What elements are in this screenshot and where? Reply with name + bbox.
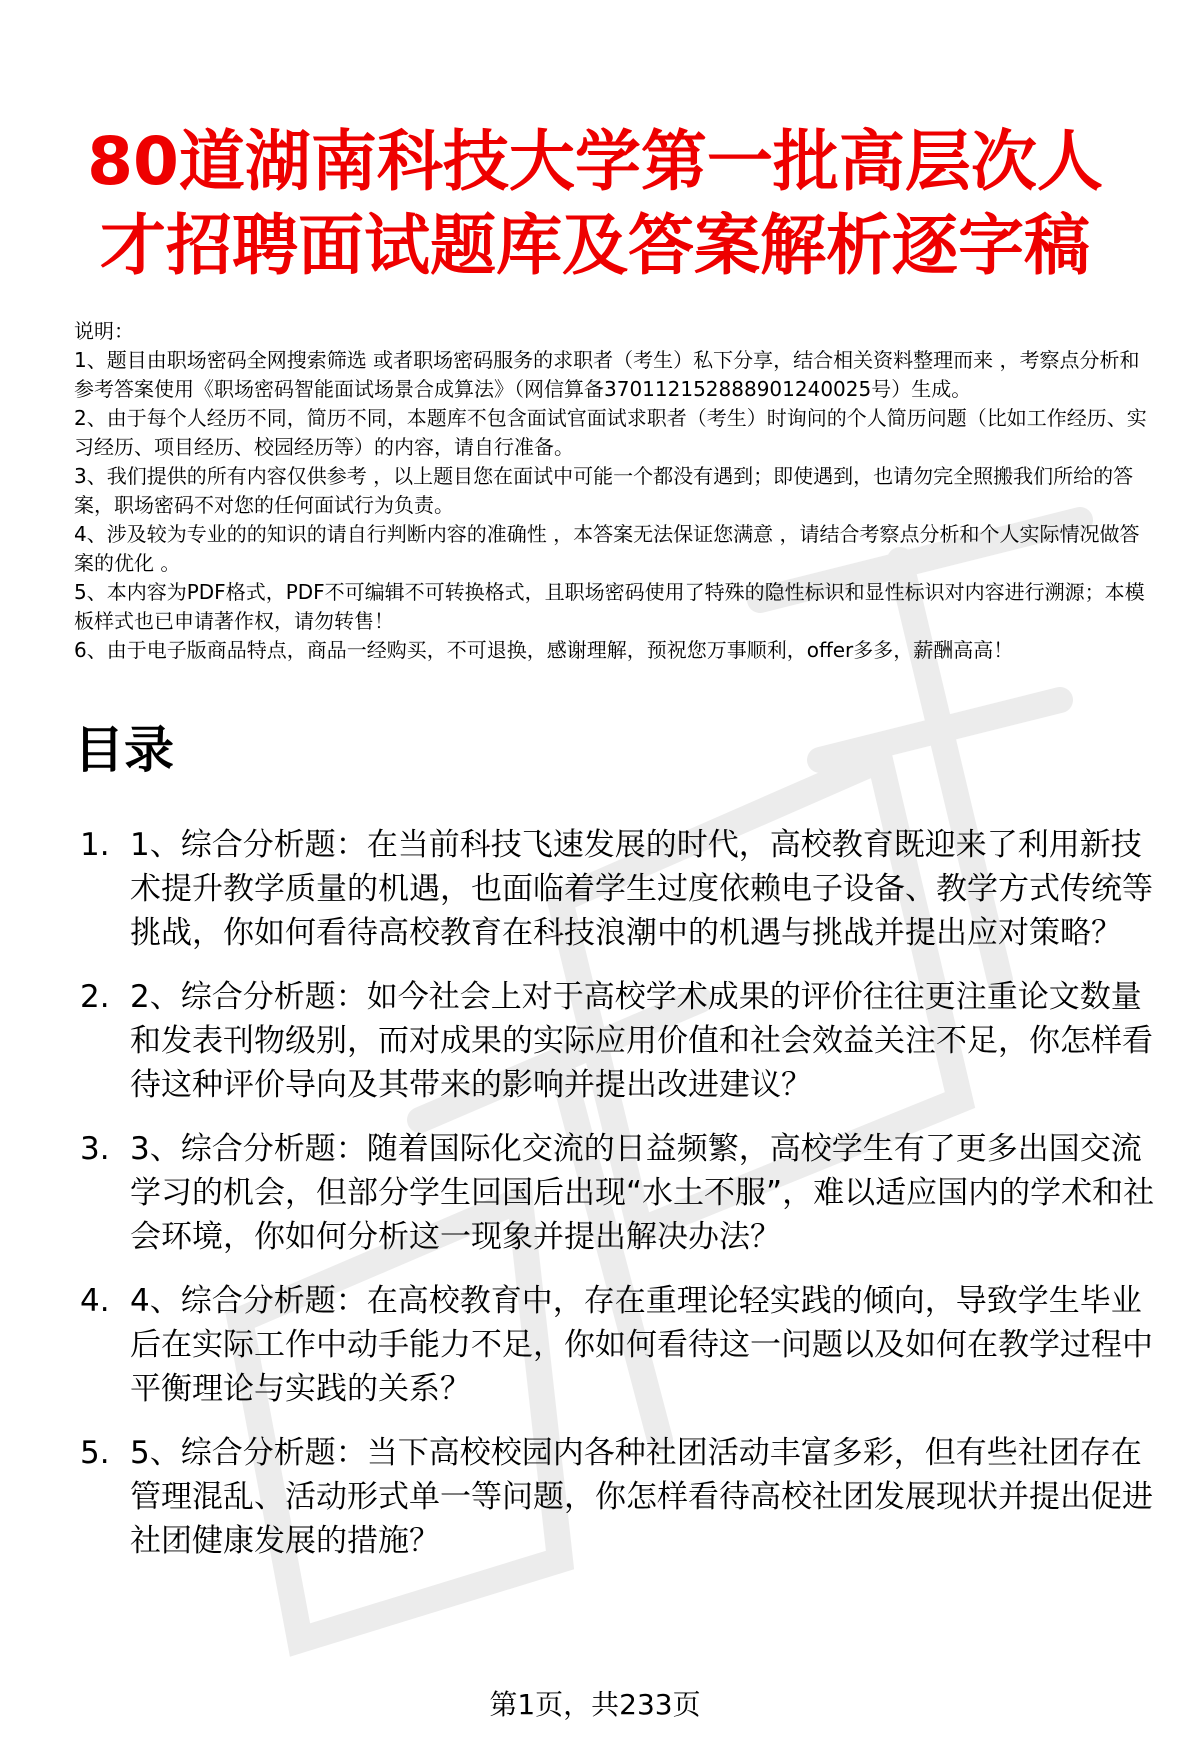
toc-item[interactable] (80, 823, 1170, 955)
toc-item[interactable] (80, 1279, 1170, 1411)
note-item: 3、我们提供的所有内容仅供参考 ，以上题目您在面试中可能一个都没有遇到；即使遇到，也请勿完全照搬我们所给的答案，职场密码不对您的任何面试行为负责。 (74, 464, 1134, 517)
toc-item-text: 2、综合分析题：如今社会上对于高校学术成果的评价往往更注重论文数量和发表刊物级别，而对成果的实际应用价值和社会效益关注不足，你怎样看待这种评价导向及其带来的影响并提出改进建议？ (130, 979, 1153, 1103)
toc-item-text: 3、综合分析题：随着国际化交流的日益频繁，高校学生有了更多出国交流学习的机会，但部分学生回国后出现“水土不服”，难以适应国内的学术和社会环境，你如何分析这一现象并提出解决办法？ (130, 1131, 1155, 1255)
notes-heading: 说明： (74, 319, 134, 343)
toc-item-number: 1. (80, 827, 110, 863)
toc-item-text: 4、综合分析题：在高校教育中，存在重理论轻实践的倾向，导致学生毕业后在实际工作中动手能力不足，你如何看待这一问题以及如何在教学过程中平衡理论与实践的关系？ (130, 1283, 1153, 1407)
note-item: 5、本内容为PDF格式，PDF不可编辑不可转换格式，且职场密码使用了特殊的隐性标识和显性标识对内容进行溯源；本模板样式也已申请著作权，请勿转售！ (74, 580, 1145, 633)
toc-item-text: 5、综合分析题：当下高校校园内各种社团活动丰富多彩，但有些社团存在管理混乱、活动形式单一等问题，你怎样看待高校社团发展现状并提出促进社团健康发展的措施？ (130, 1435, 1153, 1559)
toc-item-number: 4. (80, 1283, 110, 1319)
note-item: 4、涉及较为专业的的知识的请自行判断内容的准确性 ，本答案无法保证您满意 ，请结合考察点分析和个人实际情况做答案的优化 。 (74, 522, 1140, 575)
toc-item-number: 2. (80, 979, 110, 1015)
toc-item-number: 5. (80, 1435, 110, 1471)
toc-heading: 目录 (74, 721, 174, 779)
note-item: 1、题目由职场密码全网搜索筛选 或者职场密码服务的求职者（考生）私下分享，结合相关资料整理而来 ，考察点分析和参考答案使用《职场密码智能面试场景合成算法》（网信算备370112152888901240025号）生成。 (74, 348, 1140, 401)
toc-list (80, 823, 1170, 1583)
toc-item[interactable] (80, 1431, 1170, 1563)
note-item: 2、由于每个人经历不同，简历不同，本题库不包含面试官面试求职者（考生）时询问的个人简历问题（比如工作经历、实习经历、项目经历、校园经历等）的内容，请自行准备。 (74, 406, 1147, 459)
page-number-footer: 第1页，共233页 (489, 1688, 701, 1721)
toc-item-text: 1、综合分析题：在当前科技飞速发展的时代，高校教育既迎来了利用新技术提升教学质量的机遇，也面临着学生过度依赖电子设备、教学方式传统等挑战，你如何看待高校教育在科技浪潮中的机遇与挑战并提出应对策略？ (130, 827, 1153, 951)
note-item: 6、由于电子版商品特点，商品一经购买，不可退换，感谢理解，预祝您万事顺利，offer多多，薪酬高高！ (74, 638, 1014, 662)
toc-item-number: 3. (80, 1131, 110, 1167)
toc-item[interactable] (80, 1127, 1170, 1259)
document-title: 80道湖南科技大学第一批高层次人才招聘面试题库及答案解析逐字稿 (87, 123, 1103, 284)
toc-item[interactable] (80, 975, 1170, 1107)
notes-section (74, 317, 1154, 665)
